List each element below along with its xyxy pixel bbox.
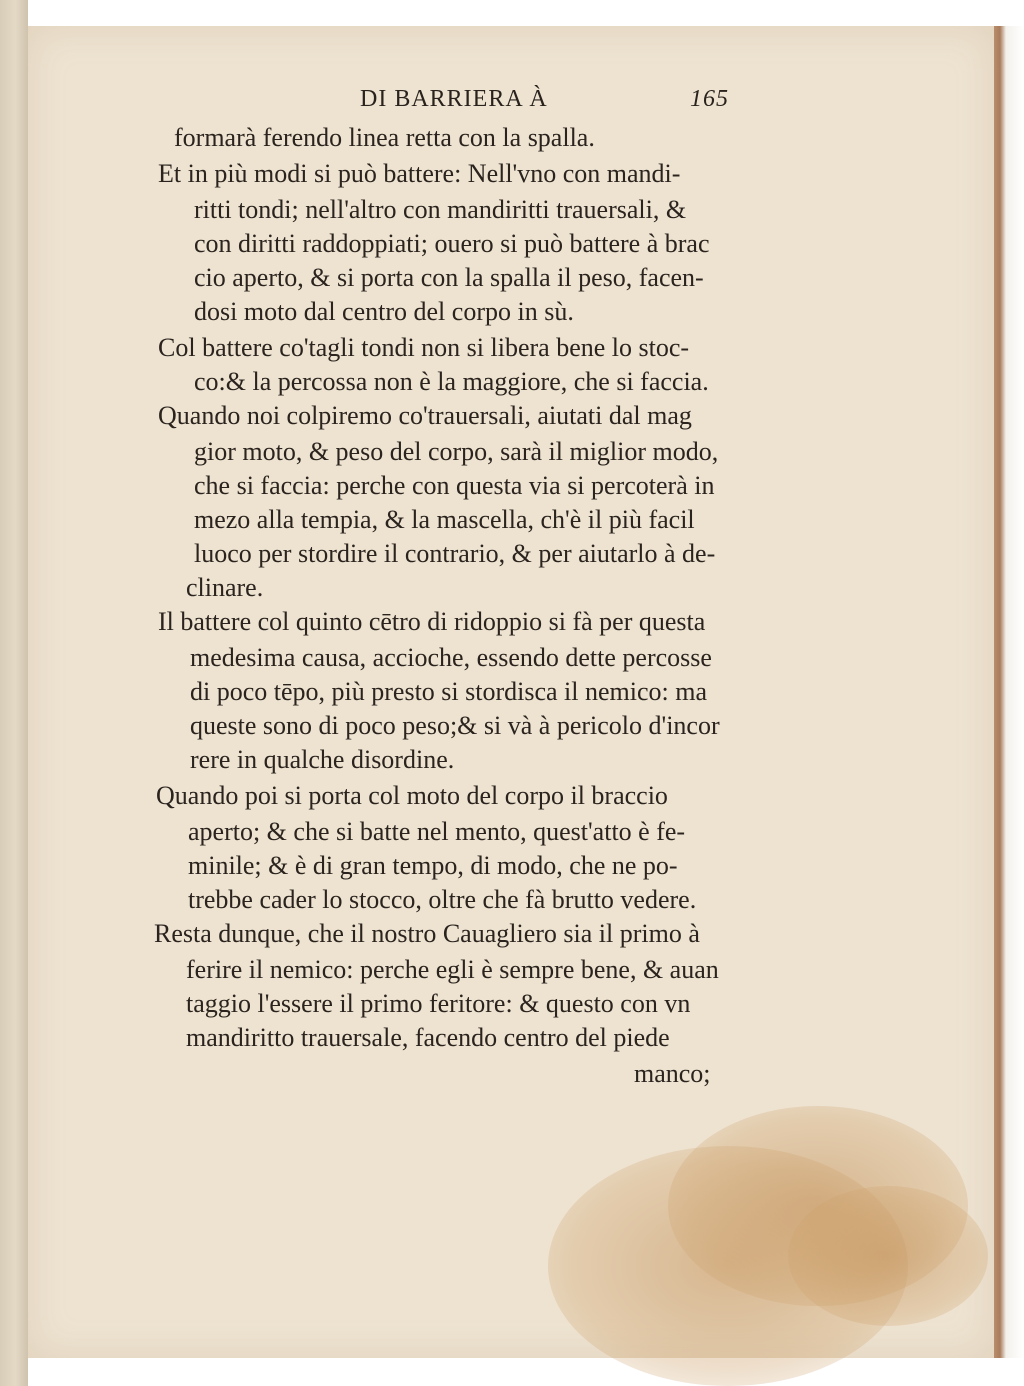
text-line: clinare.: [186, 573, 264, 602]
text-line: luoco per stordire il contrario, & per aiutarlo à de-: [194, 539, 716, 568]
text-line: Et in più modi si può battere: Nell'vno con mandi-: [158, 159, 681, 188]
text-line: ritti tondi; nell'altro con mandiritti trauersali, &: [194, 195, 687, 224]
text-line: dosi moto dal centro del corpo in sù.: [194, 297, 574, 326]
text-line: di poco tēpo, più presto si stordisca il nemico: ma: [190, 677, 708, 706]
text-line: formarà ferendo linea retta con la spalla.: [174, 123, 595, 152]
page-fore-edge: [994, 26, 1024, 1358]
catchword: manco;: [634, 1059, 711, 1088]
running-title: DI BARRIERA À: [360, 86, 548, 112]
text-line: queste sono di poco peso;& si và à pericolo d'incor: [190, 711, 720, 740]
facing-page-edge: [0, 0, 28, 1386]
page-header: [360, 86, 780, 122]
text-line: che si faccia: perche con questa via si percoterà in: [194, 471, 715, 500]
text-line: Quando noi colpiremo co'trauersali, aiutati dal mag: [158, 401, 692, 430]
text-line: cio aperto, & si porta con la spalla il peso, facen-: [194, 263, 704, 292]
text-line: Col battere co'tagli tondi non si libera bene lo stoc-: [158, 333, 690, 362]
text-line: minile; & è di gran tempo, di modo, che ne po-: [188, 851, 678, 880]
text-line: medesima causa, accioche, essendo dette percosse: [190, 643, 712, 672]
text-line: gior moto, & peso del corpo, sarà il miglior modo,: [194, 437, 719, 466]
text-line: mandiritto trauersale, facendo centro del piede: [186, 1023, 670, 1052]
text-line: co:& la percossa non è la maggiore, che si faccia.: [194, 367, 709, 396]
text-line: Resta dunque, che il nostro Cauagliero sia il primo à: [154, 919, 700, 948]
text-line: aperto; & che si batte nel mento, quest'atto è fe-: [188, 817, 686, 846]
text-line: con diritti raddoppiati; ouero si può battere à brac: [194, 229, 710, 258]
text-line: trebbe cader lo stocco, oltre che fà brutto vedere.: [188, 885, 697, 914]
text-line: ferire il nemico: perche egli è sempre bene, & auan: [186, 955, 719, 984]
page-number: 165: [690, 86, 729, 112]
text-line: rere in qualche disordine.: [190, 745, 455, 774]
text-line: Il battere col quinto cētro di ridoppio si fà per questa: [158, 607, 706, 636]
text-line: Quando poi si porta col moto del corpo il braccio: [156, 781, 668, 810]
text-line: mezo alla tempia, & la mascella, ch'è il più facil: [194, 505, 695, 534]
text-line: taggio l'essere il primo feritore: & questo con vn: [186, 989, 691, 1018]
water-stain: [788, 1186, 988, 1326]
